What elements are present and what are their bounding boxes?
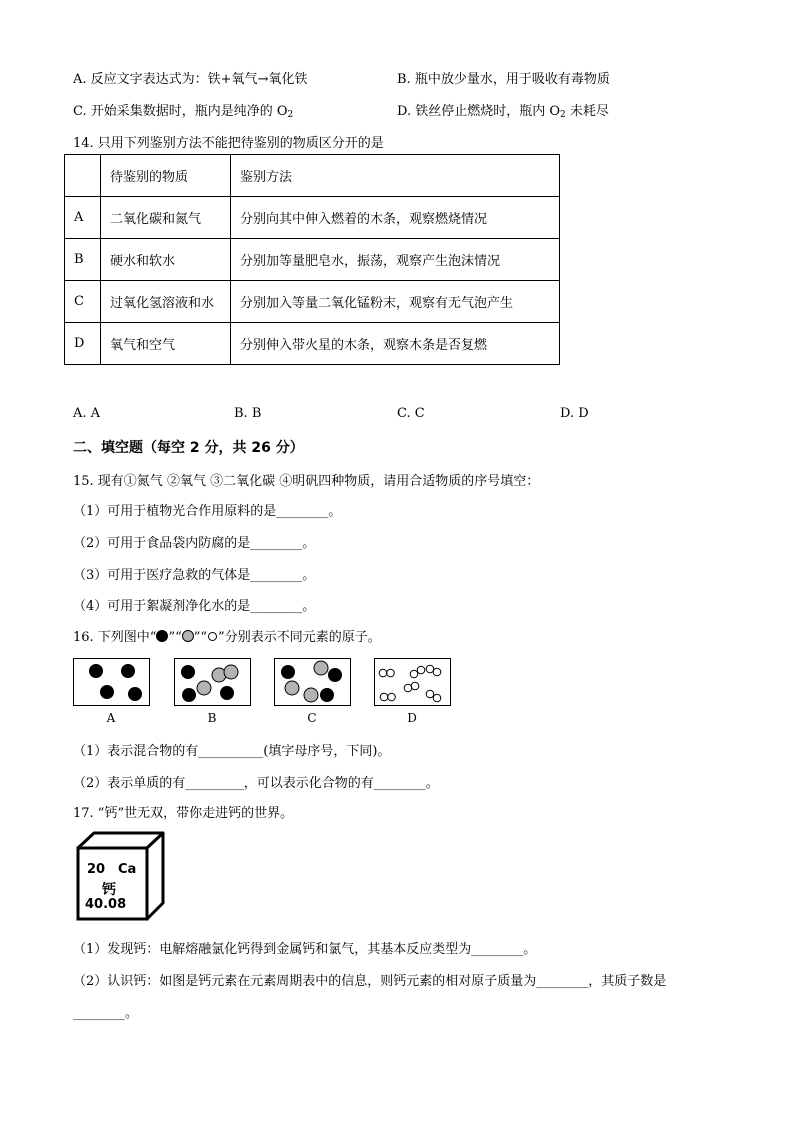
table-row — [65, 239, 560, 281]
molecule-box-d — [374, 658, 451, 706]
q13-option-d: D. 铁丝停止燃烧时，瓶内 $O_2$ 未耗尽 — [397, 104, 609, 120]
q17-item-2: （2）认识钙：如图是钙元素在元素周期表中的信息，则钙元素的相对原子质量为________，其质子数是 — [73, 974, 667, 989]
molecule-diagram-c — [275, 659, 350, 705]
black-atom-icon — [156, 630, 168, 642]
q15-item-4: （4）可用于絮凝剂净化水的是________。 — [73, 599, 316, 614]
q17-item-1: （1）发现钙：电解熔融氯化钙得到金属钙和氯气，其基本反应类型为________。 — [73, 942, 537, 957]
table-cell: B — [65, 239, 101, 281]
element-symbol: Ca — [118, 862, 137, 877]
q14-table — [64, 154, 560, 365]
molecule-label-c: C — [307, 711, 317, 725]
element-name: 钙 — [102, 882, 116, 898]
table-header: 待鉴别的物质 — [101, 155, 231, 197]
table-cell: 分别加入等量二氧化锰粉末，观察有无气泡产生 — [231, 281, 560, 323]
q16-stem: 16. 下列图中“ ”“ ”“ ”分别表示不同元素的原子。 — [73, 630, 381, 645]
table-cell: C — [65, 281, 101, 323]
table-header: 鉴别方法 — [231, 155, 560, 197]
molecule-label-b: B — [207, 711, 217, 725]
q13-option-a: A. 反应文字表达式为：铁+氧气→氧化铁 — [73, 72, 308, 87]
table-cell: 氧气和空气 — [101, 323, 231, 365]
element-number: 20 — [87, 862, 106, 877]
molecule-diagram-b — [175, 659, 250, 705]
molecule-box-c — [274, 658, 351, 706]
molecule-box-a — [73, 658, 150, 706]
q15-item-2: （2）可用于食品袋内防腐的是________。 — [73, 536, 316, 551]
molecule-diagram-d — [375, 659, 450, 705]
q14-choice-a: A. A — [73, 406, 101, 421]
table-cell: 分别伸入带火星的木条，观察木条是否复燃 — [231, 323, 560, 365]
q16-item-1: （1）表示混合物的有__________(填字母序号，下同)。 — [73, 744, 391, 759]
table-cell: 分别加等量肥皂水，振荡，观察产生泡沫情况 — [231, 239, 560, 281]
q17-item-2-continued: ________。 — [73, 1006, 139, 1021]
table-cell: 过氧化氢溶液和水 — [101, 281, 231, 323]
table-row — [65, 197, 560, 239]
table-row — [65, 281, 560, 323]
q14-stem: 14. 只用下列鉴别方法不能把待鉴别的物质区分开的是 — [73, 136, 384, 151]
q15-item-3: （3）可用于医疗急救的气体是________。 — [73, 568, 316, 583]
table-cell — [65, 155, 101, 197]
q15-stem: 15. 现有①氮气 ②氧气 ③二氧化碳 ④明矾四种物质，请用合适物质的序号填空： — [73, 474, 540, 489]
table-cell: 二氧化碳和氮气 — [101, 197, 231, 239]
q13-option-c: C. 开始采集数据时，瓶内是纯净的 $O_2$ — [73, 104, 294, 120]
gray-atom-icon — [182, 630, 194, 642]
q15-item-1: （1）可用于植物光合作用原料的是________。 — [73, 504, 342, 519]
q14-choice-b: B. B — [234, 406, 262, 421]
table-cell: 分别向其中伸入燃着的木条，观察燃烧情况 — [231, 197, 560, 239]
table-row — [65, 323, 560, 365]
element-mass: 40.08 — [85, 897, 127, 912]
molecule-label-a: A — [106, 711, 116, 725]
white-atom-icon — [208, 632, 217, 641]
q16-item-2: （2）表示单质的有_________，可以表示化合物的有________。 — [73, 776, 439, 791]
q14-choice-d: D. D — [560, 406, 589, 421]
molecule-label-d: D — [407, 711, 417, 725]
molecule-box-b — [174, 658, 251, 706]
table-cell: A — [65, 197, 101, 239]
table-row — [65, 155, 560, 197]
molecule-diagram-a — [74, 659, 149, 705]
section-title: 二、填空题（每空 2 分，共 26 分） — [73, 440, 304, 456]
q17-stem: 17. “钙”世无双，带你走进钙的世界。 — [73, 806, 294, 821]
q14-choice-c: C. C — [397, 406, 425, 421]
calcium-element-cube — [76, 830, 166, 922]
table-cell: D — [65, 323, 101, 365]
table-cell: 硬水和软水 — [101, 239, 231, 281]
q13-option-b: B. 瓶中放少量水，用于吸收有毒物质 — [397, 72, 610, 87]
